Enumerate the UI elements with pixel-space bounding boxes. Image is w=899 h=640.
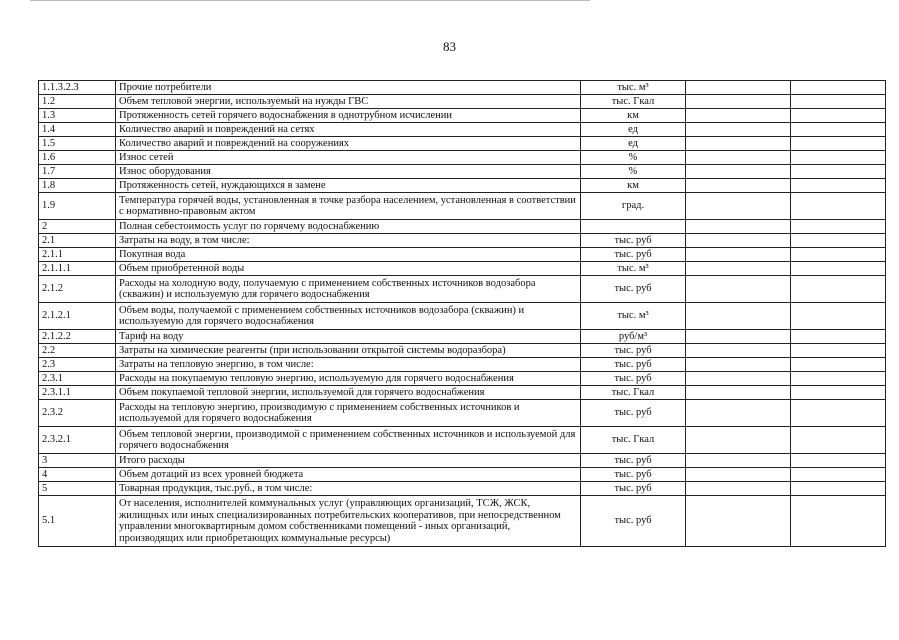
row-value-2 — [791, 400, 886, 427]
row-name: Итого расходы — [116, 454, 581, 468]
row-name: Товарная продукция, тыс.руб., в том числе: — [116, 482, 581, 496]
row-number: 5.1 — [39, 496, 116, 547]
row-unit: тыс. руб — [581, 344, 686, 358]
row-number: 2.1.2.2 — [39, 330, 116, 344]
row-number: 2.1.1 — [39, 248, 116, 262]
row-value-2 — [791, 482, 886, 496]
table-row — [39, 400, 886, 427]
table-row — [39, 151, 886, 165]
row-number: 5 — [39, 482, 116, 496]
row-unit: тыс. руб — [581, 234, 686, 248]
row-name: Полная себестоимость услуг по горячему водоснабжению — [116, 220, 581, 234]
row-value-1 — [686, 303, 791, 330]
table-row — [39, 468, 886, 482]
row-number: 1.9 — [39, 193, 116, 220]
row-value-2 — [791, 262, 886, 276]
row-number: 1.4 — [39, 123, 116, 137]
row-unit: тыс. Гкал — [581, 386, 686, 400]
row-value-2 — [791, 496, 886, 547]
table-row — [39, 372, 886, 386]
row-number: 1.7 — [39, 165, 116, 179]
row-value-2 — [791, 248, 886, 262]
row-number: 1.2 — [39, 95, 116, 109]
row-number: 2.3.1.1 — [39, 386, 116, 400]
row-name: Количество аварий и повреждений на сооружениях — [116, 137, 581, 151]
row-name: Объем дотаций из всех уровней бюджета — [116, 468, 581, 482]
table-row — [39, 220, 886, 234]
row-value-1 — [686, 482, 791, 496]
row-value-1 — [686, 262, 791, 276]
row-number: 4 — [39, 468, 116, 482]
row-value-1 — [686, 137, 791, 151]
table-row — [39, 276, 886, 303]
row-name: Объем тепловой энергии, используемый на нужды ГВС — [116, 95, 581, 109]
row-unit: тыс. руб — [581, 358, 686, 372]
row-value-1 — [686, 234, 791, 248]
row-unit: тыс. руб — [581, 400, 686, 427]
row-unit: тыс. Гкал — [581, 427, 686, 454]
row-unit: тыс. м³ — [581, 262, 686, 276]
row-name: Расходы на холодную воду, получаемую с применением собственных источников водозабора (скважин) и используемую для горячего водоснабжения — [116, 276, 581, 303]
row-name: Затраты на тепловую энергию, в том числе: — [116, 358, 581, 372]
row-value-1 — [686, 358, 791, 372]
table-row — [39, 193, 886, 220]
row-value-1 — [686, 220, 791, 234]
row-value-1 — [686, 109, 791, 123]
row-value-1 — [686, 344, 791, 358]
row-unit: тыс. Гкал — [581, 95, 686, 109]
row-value-1 — [686, 468, 791, 482]
row-value-2 — [791, 234, 886, 248]
row-number: 1.1.3.2.3 — [39, 81, 116, 95]
row-value-1 — [686, 276, 791, 303]
row-value-1 — [686, 248, 791, 262]
row-number: 2.3.1 — [39, 372, 116, 386]
row-value-2 — [791, 193, 886, 220]
row-value-2 — [791, 151, 886, 165]
row-name: Износ оборудования — [116, 165, 581, 179]
row-number: 2.2 — [39, 344, 116, 358]
row-value-2 — [791, 358, 886, 372]
row-number: 2.1 — [39, 234, 116, 248]
row-number: 1.5 — [39, 137, 116, 151]
row-name: Температура горячей воды, установленная в точке разбора населением, установленная в соответствии с нормативно-правовым актом — [116, 193, 581, 220]
row-number: 3 — [39, 454, 116, 468]
table-row — [39, 95, 886, 109]
row-unit: км — [581, 109, 686, 123]
table-row — [39, 427, 886, 454]
row-name: Затраты на воду, в том числе: — [116, 234, 581, 248]
row-unit: тыс. руб — [581, 276, 686, 303]
row-number: 2.1.2 — [39, 276, 116, 303]
row-name: Объем тепловой энергии, производимой с применением собственных источников и используемой для горячего водоснабжения — [116, 427, 581, 454]
row-number: 2.3 — [39, 358, 116, 372]
row-unit: град. — [581, 193, 686, 220]
row-value-2 — [791, 179, 886, 193]
row-name: Покупная вода — [116, 248, 581, 262]
row-value-2 — [791, 123, 886, 137]
row-unit: тыс. руб — [581, 496, 686, 547]
row-value-1 — [686, 386, 791, 400]
row-name: Затраты на химические реагенты (при использовании открытой системы водоразбора) — [116, 344, 581, 358]
table-row — [39, 165, 886, 179]
row-unit: тыс. руб — [581, 468, 686, 482]
row-name: Объем воды, получаемой с применением собственных источников водозабора (скважин) и используемую для горячего водоснабжения — [116, 303, 581, 330]
row-value-1 — [686, 400, 791, 427]
table-row — [39, 234, 886, 248]
table-row — [39, 386, 886, 400]
table-row — [39, 303, 886, 330]
indicators-table — [38, 80, 886, 547]
page-number: 83 — [443, 39, 456, 54]
row-name: Расходы на тепловую энергию, производимую с применением собственных источников и используемой для горячего водоснабжения — [116, 400, 581, 427]
row-value-1 — [686, 151, 791, 165]
row-number: 2 — [39, 220, 116, 234]
row-value-1 — [686, 179, 791, 193]
table-row — [39, 358, 886, 372]
row-value-2 — [791, 330, 886, 344]
row-unit: руб/м³ — [581, 330, 686, 344]
row-name: Протяженность сетей, нуждающихся в замене — [116, 179, 581, 193]
row-value-2 — [791, 454, 886, 468]
row-value-2 — [791, 95, 886, 109]
row-name: Износ сетей — [116, 151, 581, 165]
table-row — [39, 262, 886, 276]
row-value-2 — [791, 165, 886, 179]
row-unit: ед — [581, 123, 686, 137]
row-name: Прочие потребители — [116, 81, 581, 95]
table-row — [39, 123, 886, 137]
row-name: Объем приобретенной воды — [116, 262, 581, 276]
row-value-2 — [791, 81, 886, 95]
row-value-1 — [686, 95, 791, 109]
table-row — [39, 482, 886, 496]
row-name: Количество аварий и повреждений на сетях — [116, 123, 581, 137]
row-name: Протяженность сетей горячего водоснабжения в однотрубном исчислении — [116, 109, 581, 123]
row-name: Объем покупаемой тепловой энергии, используемой для горячего водоснабжения — [116, 386, 581, 400]
row-value-1 — [686, 427, 791, 454]
row-name: Расходы на покупаемую тепловую энергию, используемую для горячего водоснабжения — [116, 372, 581, 386]
table-row — [39, 137, 886, 151]
row-unit: тыс. м³ — [581, 303, 686, 330]
row-value-2 — [791, 220, 886, 234]
row-unit: % — [581, 165, 686, 179]
row-number: 1.6 — [39, 151, 116, 165]
row-number: 2.3.2.1 — [39, 427, 116, 454]
table-row — [39, 330, 886, 344]
row-number: 1.3 — [39, 109, 116, 123]
row-value-1 — [686, 330, 791, 344]
row-unit: км — [581, 179, 686, 193]
row-name: Тариф на воду — [116, 330, 581, 344]
row-value-2 — [791, 372, 886, 386]
row-unit: % — [581, 151, 686, 165]
table-row — [39, 248, 886, 262]
row-value-1 — [686, 372, 791, 386]
row-value-2 — [791, 137, 886, 151]
row-value-1 — [686, 193, 791, 220]
row-number: 2.1.1.1 — [39, 262, 116, 276]
row-value-1 — [686, 454, 791, 468]
row-number: 2.1.2.1 — [39, 303, 116, 330]
page-top-edge — [30, 0, 590, 1]
row-value-1 — [686, 165, 791, 179]
row-unit: тыс. руб — [581, 248, 686, 262]
row-value-2 — [791, 276, 886, 303]
row-unit: тыс. м³ — [581, 81, 686, 95]
table-row — [39, 454, 886, 468]
row-value-1 — [686, 81, 791, 95]
row-value-2 — [791, 109, 886, 123]
row-number: 1.8 — [39, 179, 116, 193]
row-value-2 — [791, 303, 886, 330]
row-value-2 — [791, 468, 886, 482]
row-unit: тыс. руб — [581, 482, 686, 496]
row-number: 2.3.2 — [39, 400, 116, 427]
row-value-2 — [791, 427, 886, 454]
row-value-1 — [686, 123, 791, 137]
row-name: От населения, исполнителей коммунальных услуг (управляющих организаций, ТСЖ, ЖСК, жилищных или иных специализированных потребительских кооперативов, при непосредственном управлении многоквартирным домом собственниками помещений - иных организаций, производящих или приобретающих коммунальные ресурсы) — [116, 496, 581, 547]
row-value-2 — [791, 344, 886, 358]
row-unit — [581, 220, 686, 234]
table-row — [39, 109, 886, 123]
row-value-1 — [686, 496, 791, 547]
table-row — [39, 496, 886, 547]
table-row — [39, 81, 886, 95]
row-unit: ед — [581, 137, 686, 151]
table-row — [39, 179, 886, 193]
row-value-2 — [791, 386, 886, 400]
row-unit: тыс. руб — [581, 454, 686, 468]
table-row — [39, 344, 886, 358]
row-unit: тыс. руб — [581, 372, 686, 386]
